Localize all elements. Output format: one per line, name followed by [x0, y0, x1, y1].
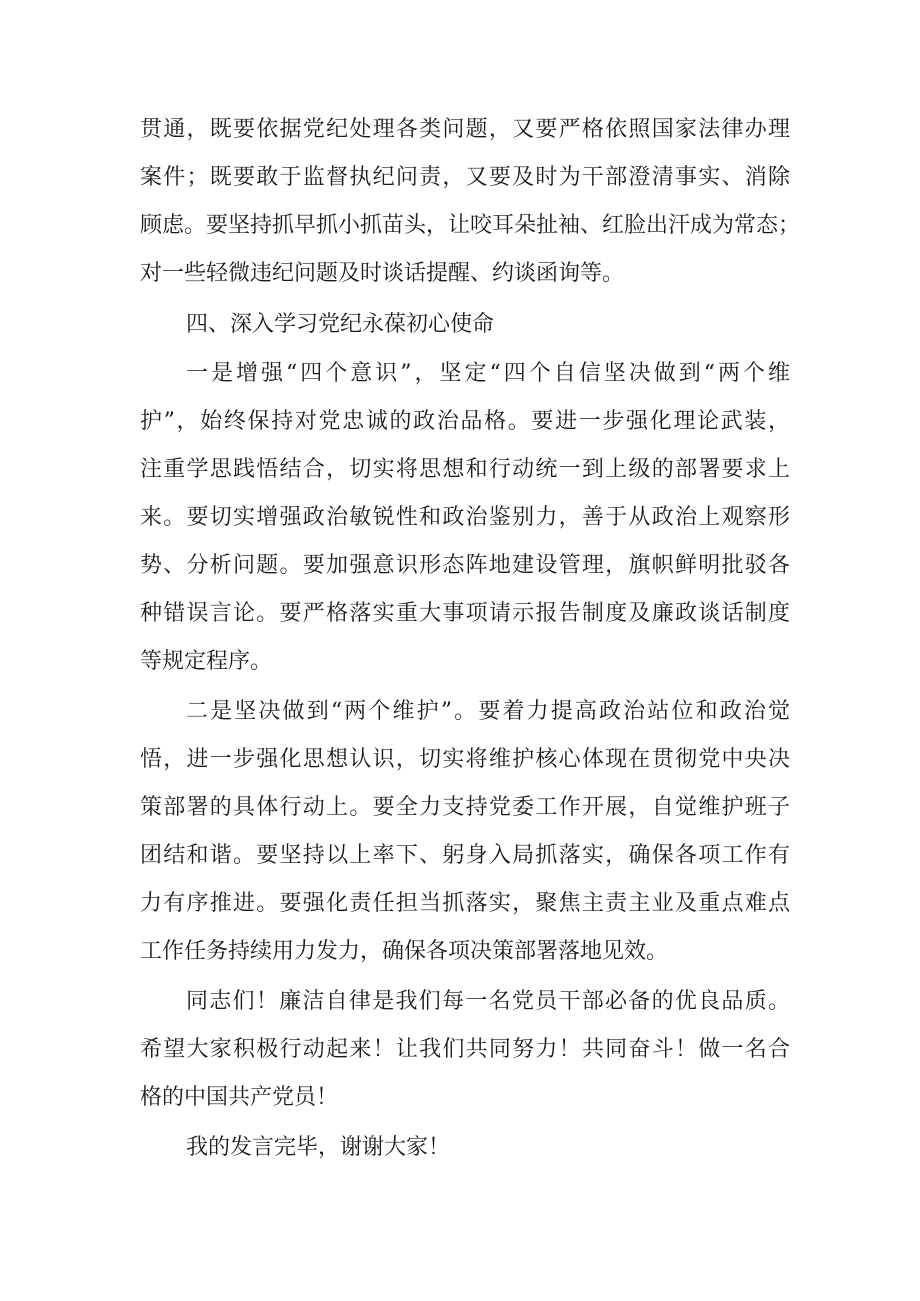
text-line: 势、分析问题。要加强意识形态阵地建设管理，旗帜鲜明批驳各 — [140, 553, 790, 578]
text-line: 希望大家积极行动起来！让我们共同努力！共同奋斗！做一名合 — [140, 1037, 790, 1062]
text-line: 团结和谐。要坚持以上率下、躬身入局抓落实，确保各项工作有 — [140, 843, 790, 868]
text-line: 等规定程序。 — [140, 649, 273, 674]
text-line: 来。要切实增强政治敏锐性和政治鉴别力，善于从政治上观察形 — [140, 505, 790, 530]
text-line: 策部署的具体行动上。要全力支持党委工作开展，自觉维护班子 — [140, 795, 790, 820]
text-line: 一是增强“四个意识”，坚定“四个自信坚决做到“两个维 — [186, 361, 790, 386]
text-line: 顾虑。要坚持抓早抓小抓苗头，让咬耳朵扯袖、红脸出汗成为常态； — [140, 213, 801, 238]
text-line: 注重学思践悟结合，切实将思想和行动统一到上级的部署要求上 — [140, 457, 790, 482]
text-line: 同志们！廉洁自律是我们每一名党员干部必备的优良品质。 — [186, 989, 790, 1014]
text-line: 案件；既要敢于监督执纪问责，又要及时为干部澄清事实、消除 — [140, 165, 790, 190]
text-line: 对一些轻微违纪问题及时谈话提醒、约谈函询等。 — [140, 261, 625, 286]
text-line: 贯通，既要依据党纪处理各类问题，又要严格依照国家法律办理 — [140, 117, 790, 142]
text-line: 工作任务持续用力发力，确保各项决策部署落地见效。 — [140, 939, 669, 964]
text-line: 种错误言论。要严格落实重大事项请示报告制度及廉政谈话制度 — [140, 601, 790, 626]
text-line: 悟，进一步强化思想认识，切实将维护核心体现在贯彻党中央决 — [140, 747, 790, 772]
text-line: 二是坚决做到“两个维护”。要着力提高政治站位和政治觉 — [186, 699, 790, 724]
closing-line: 我的发言完毕，谢谢大家！ — [186, 1135, 451, 1160]
text-line: 护”，始终保持对党忠诚的政治品格。要进一步强化理论武装， — [140, 409, 790, 434]
text-line: 力有序推进。要强化责任担当抓落实，聚焦主责主业及重点难点 — [140, 891, 790, 916]
text-line: 格的中国共产党员！ — [140, 1085, 339, 1110]
section-heading: 四、深入学习党纪永葆初心使命 — [186, 312, 495, 337]
